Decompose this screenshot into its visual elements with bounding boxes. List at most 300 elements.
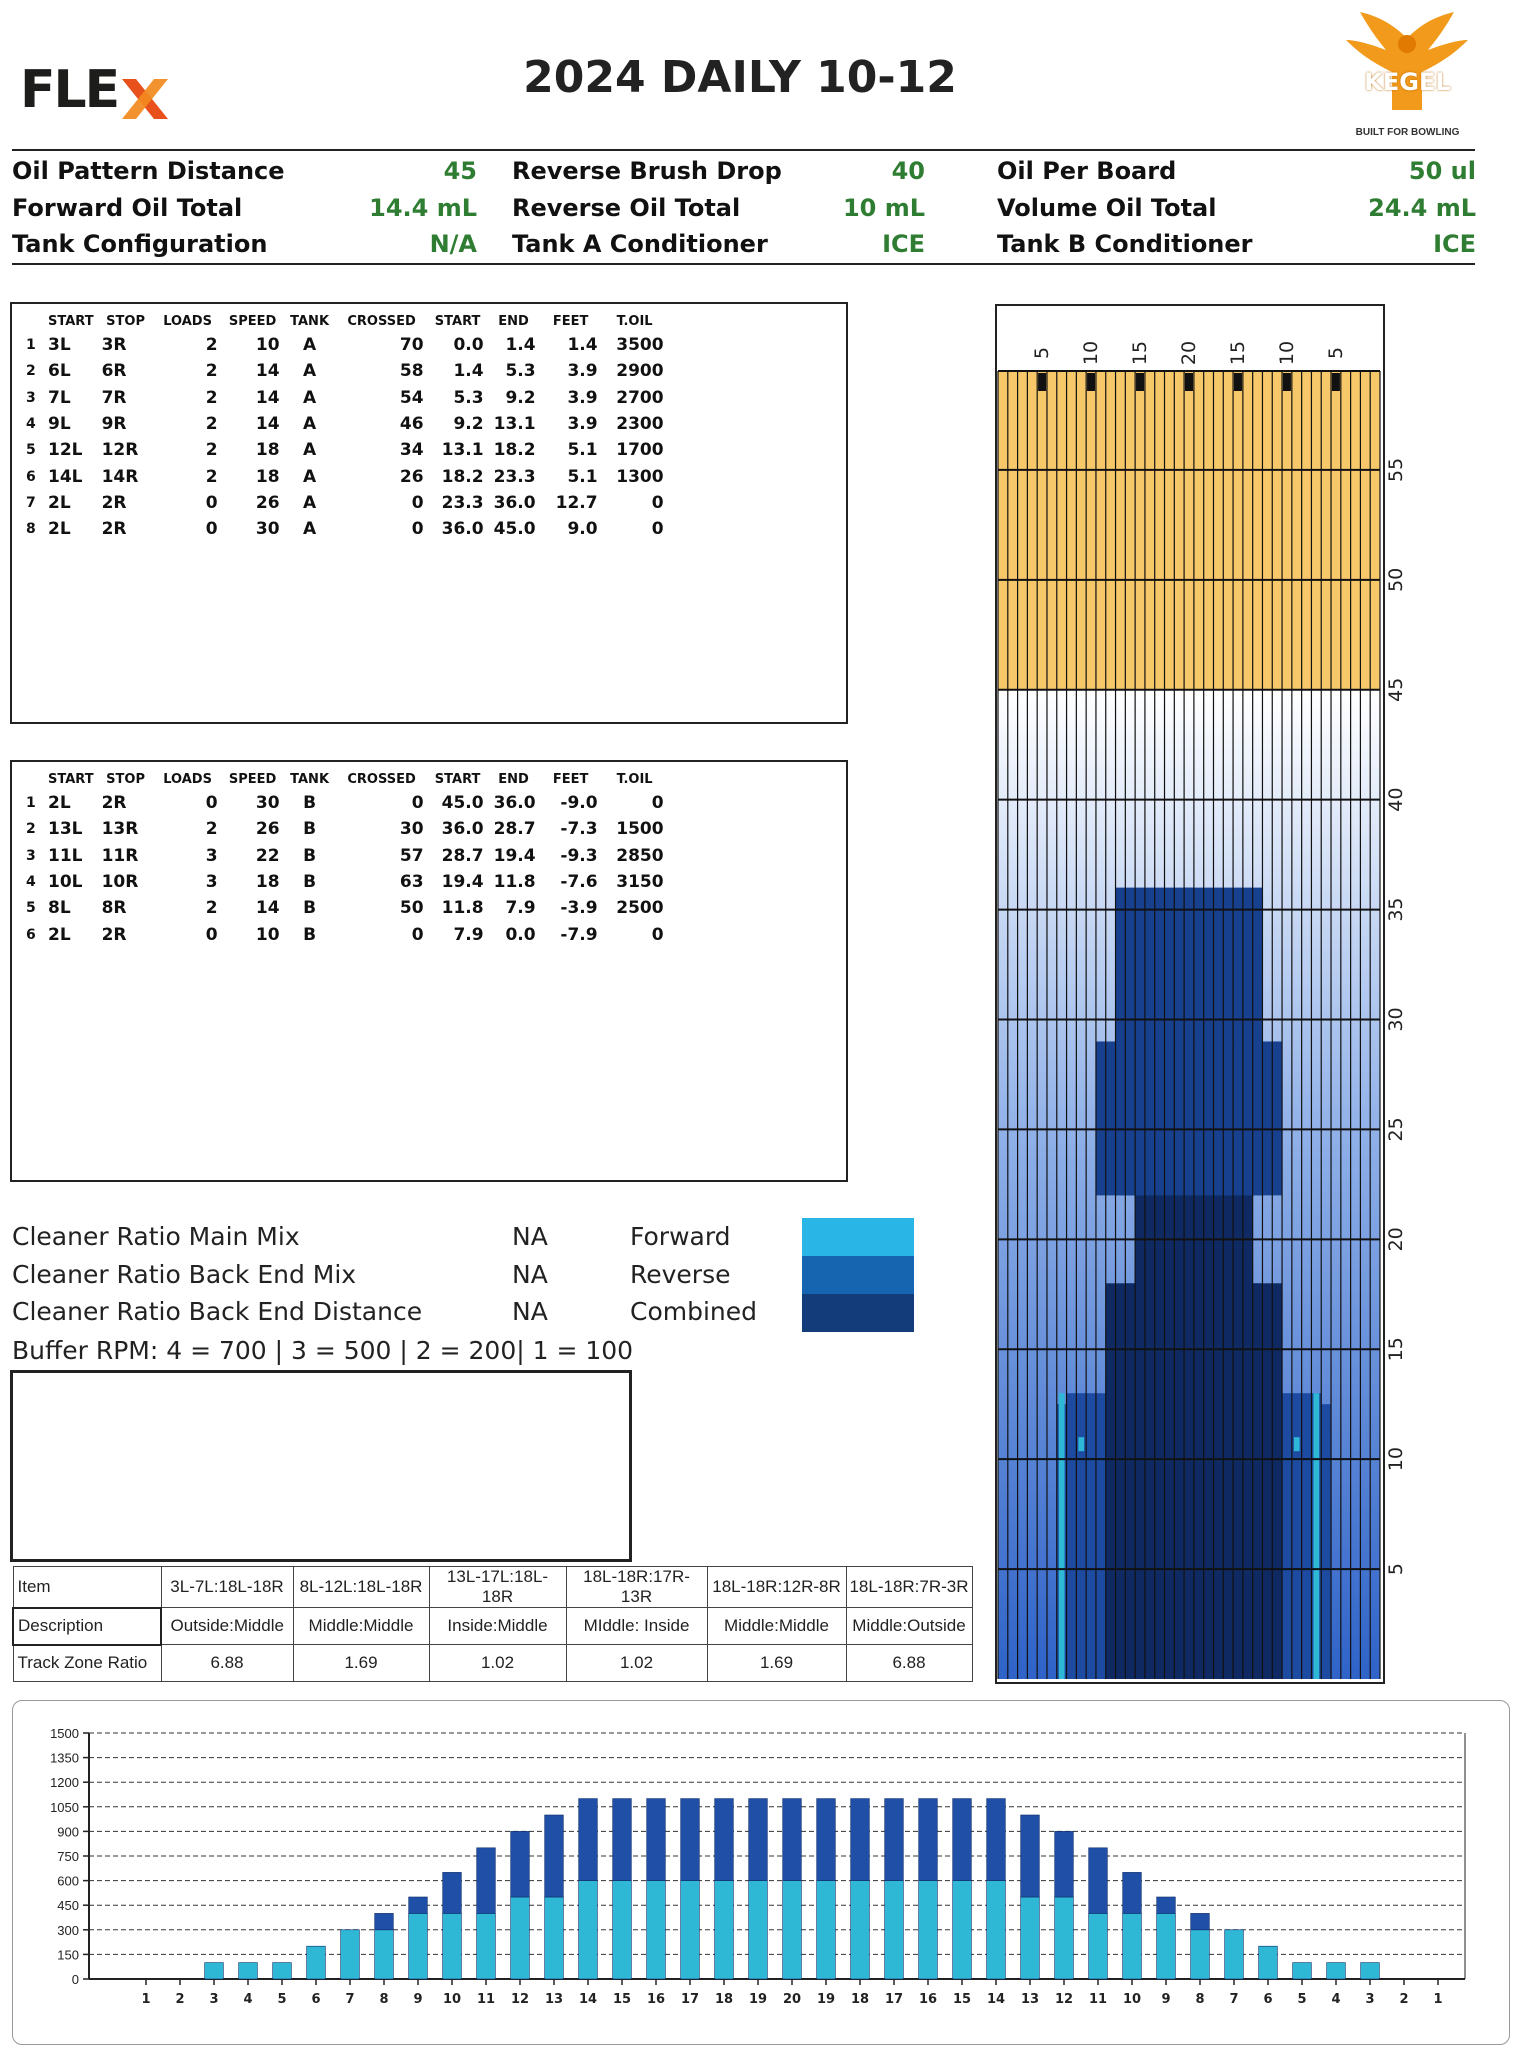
table-cell: 2 <box>205 414 218 435</box>
flex-logo <box>20 60 220 120</box>
lane-oil-graph <box>996 305 1407 1683</box>
bar-reverse <box>375 1913 394 1929</box>
bar-reverse <box>987 1799 1006 1881</box>
table-cell: 0 <box>651 492 664 513</box>
foot-label: 15 <box>1385 1337 1407 1362</box>
bar-forward <box>1191 1930 1210 1979</box>
bar-reverse <box>953 1799 972 1881</box>
legend-swatch-forward <box>802 1218 914 1256</box>
table-cell: 1.4 <box>505 335 536 356</box>
table-cell: 3.9 <box>567 361 598 382</box>
table-cell: 4 <box>26 874 36 891</box>
bar-forward <box>681 1881 700 1979</box>
y-tick-label: 900 <box>57 1824 79 1840</box>
x-tick-label: 19 <box>816 1992 836 2007</box>
table-cell: 18L-18R:7R-3R <box>846 1567 972 1608</box>
oil-column-combined <box>1155 1173 1165 1679</box>
param-label: Oil Pattern Distance <box>12 157 285 185</box>
column-header: END <box>498 313 529 329</box>
table-cell: 5 <box>26 442 36 459</box>
table-cell: 9.2 <box>453 414 484 435</box>
legend-label: Reverse <box>630 1260 731 1289</box>
param-value: 40 <box>891 157 925 185</box>
board-label: 15 <box>1129 340 1152 366</box>
column-header <box>22 768 44 790</box>
table-cell: 10 <box>255 924 280 945</box>
table-cell: 2L <box>48 519 71 540</box>
forward-streak <box>1059 1393 1065 1679</box>
bar-forward <box>851 1881 870 1979</box>
table-cell: 14 <box>255 387 280 408</box>
bar-reverse <box>613 1799 632 1881</box>
table-cell: 36.0 <box>441 819 484 840</box>
table-cell: 30 <box>255 793 280 814</box>
y-tick-label: 1050 <box>50 1799 79 1815</box>
table-cell: 3 <box>205 845 218 866</box>
table-cell: 10 <box>255 335 280 356</box>
oil-block <box>1096 1041 1282 1195</box>
table-row <box>22 463 668 489</box>
table-row <box>22 411 668 437</box>
x-tick-label: 6 <box>1263 1992 1273 2007</box>
column-header: LOADS <box>163 771 212 787</box>
table-cell: 13.1 <box>441 440 484 461</box>
x-tick-label: 17 <box>884 1992 904 2007</box>
table-header <box>22 768 668 790</box>
bar-reverse <box>783 1799 802 1881</box>
table-cell: 28.7 <box>441 845 484 866</box>
table-cell: 23.3 <box>441 492 484 513</box>
legend-label: Combined <box>630 1297 758 1326</box>
table-cell: 2 <box>205 898 218 919</box>
table-cell: 70 <box>399 335 424 356</box>
table-cell: 6L <box>48 361 71 382</box>
table-cell: 14L <box>48 466 83 487</box>
column-header: FEET <box>552 313 589 329</box>
table-cell: 2 <box>205 335 218 356</box>
table-cell: 2R <box>101 924 127 945</box>
foot-label: 25 <box>1385 1117 1407 1142</box>
table-row <box>22 816 668 842</box>
table-cell: 0 <box>411 924 424 945</box>
param-value: 50 ul <box>1408 157 1476 185</box>
x-tick-label: 10 <box>1122 1992 1142 2007</box>
table-cell: 36.0 <box>441 519 484 540</box>
bar-forward <box>1259 1946 1278 1979</box>
table-cell: 6.88 <box>846 1645 972 1682</box>
y-tick-label: 450 <box>57 1898 79 1914</box>
y-tick-label: 0 <box>71 1972 79 1987</box>
table-cell: 12.7 <box>555 492 598 513</box>
reverse-pass-table <box>22 768 668 948</box>
column-header <box>22 310 44 332</box>
foot-label: 10 <box>1385 1447 1407 1472</box>
table-cell: 3 <box>205 872 218 893</box>
table-cell: 34 <box>399 440 424 461</box>
oil-column-combined <box>1165 1173 1175 1679</box>
table-cell: 19.4 <box>493 845 536 866</box>
table-cell: 14R <box>101 466 139 487</box>
table-cell: 2 <box>205 466 218 487</box>
board-label: 20 <box>1178 340 1200 366</box>
table-cell: 5.1 <box>567 440 598 461</box>
table-cell: 14 <box>255 414 280 435</box>
column-header: CROSSED <box>347 771 416 787</box>
bar-forward <box>273 1963 292 1979</box>
table-cell: 50 <box>399 898 424 919</box>
table-cell: B <box>303 793 317 814</box>
table-cell: A <box>302 387 317 408</box>
bar-reverse <box>443 1872 462 1913</box>
table-cell: 14 <box>255 361 280 382</box>
table-cell: 58 <box>399 361 424 382</box>
table-cell: 6 <box>26 468 36 485</box>
table-cell: 3L-7L:18L-18R <box>161 1567 293 1608</box>
table-row <box>13 1608 972 1645</box>
oil-column <box>1282 1393 1292 1679</box>
table-cell: 3.9 <box>567 387 598 408</box>
table-cell: -7.3 <box>560 819 598 840</box>
y-tick-label: 300 <box>57 1922 79 1938</box>
table-cell: 2 <box>205 387 218 408</box>
divider <box>12 149 1475 151</box>
table-cell: 11.8 <box>441 898 484 919</box>
table-cell: 0 <box>651 924 664 945</box>
bar-reverse <box>1089 1848 1108 1914</box>
table-cell: A <box>302 466 317 487</box>
x-tick-label: 19 <box>748 1992 768 2007</box>
y-tick-label: 750 <box>57 1849 79 1864</box>
table-cell: 8 <box>26 521 36 538</box>
x-tick-label: 9 <box>413 1992 423 2007</box>
x-tick-label: 11 <box>476 1992 496 2007</box>
oil-column <box>1076 1393 1086 1679</box>
foot-label: 35 <box>1385 897 1407 922</box>
table-cell: 0 <box>651 519 664 540</box>
foot-label: 40 <box>1385 787 1407 812</box>
bar-forward <box>307 1946 326 1979</box>
table-cell: 2700 <box>616 387 664 408</box>
table-cell: 0 <box>205 492 218 513</box>
legend-swatch-combined <box>802 1294 914 1332</box>
table-cell: 30 <box>255 519 280 540</box>
x-tick-label: 3 <box>209 1992 219 2007</box>
notes-box <box>10 1370 632 1562</box>
param-label: Reverse Brush Drop <box>512 157 782 185</box>
bar-forward <box>1055 1897 1074 1979</box>
table-cell: -3.9 <box>560 898 598 919</box>
table-cell: 7.9 <box>505 898 536 919</box>
table-row <box>22 895 668 921</box>
bar-forward <box>239 1963 258 1979</box>
table-cell: Description <box>13 1608 161 1645</box>
bar-reverse <box>1157 1897 1176 1913</box>
table-cell: 7R <box>101 387 127 408</box>
bar-forward <box>1157 1913 1176 1979</box>
column-header: STOP <box>106 771 145 787</box>
table-cell: A <box>302 492 317 513</box>
bar-reverse <box>919 1799 938 1881</box>
table-cell: -7.6 <box>560 872 598 893</box>
legend-swatch-reverse <box>802 1256 914 1294</box>
brand-tagline: BUILT FOR BOWLING <box>1355 127 1460 138</box>
table-cell: 2 <box>205 440 218 461</box>
table-cell: Middle:Outside <box>846 1608 972 1645</box>
x-tick-label: 7 <box>345 1992 355 2007</box>
oil-column-combined <box>1253 1283 1263 1679</box>
oil-column-combined <box>1233 1173 1243 1679</box>
x-tick-label: 16 <box>918 1992 938 2007</box>
x-tick-label: 3 <box>1365 1992 1375 2007</box>
board-label: 5 <box>1324 346 1347 360</box>
table-cell: 1.4 <box>567 335 598 356</box>
table-cell: 19.4 <box>441 872 484 893</box>
x-tick-label: 15 <box>612 1992 632 2007</box>
forward-table-box <box>10 302 848 724</box>
foot-label: 50 <box>1385 567 1407 592</box>
oil-column-combined <box>1223 1173 1233 1679</box>
table-cell: -9.3 <box>560 845 598 866</box>
bar-reverse <box>545 1815 564 1897</box>
board-arrow-icon <box>1136 373 1144 391</box>
bar-reverse <box>1123 1872 1142 1913</box>
table-cell: 22 <box>255 845 280 866</box>
x-tick-label: 2 <box>1399 1992 1409 2007</box>
x-tick-label: 1 <box>1433 1992 1443 2007</box>
table-cell: 0.0 <box>453 335 484 356</box>
x-tick-label: 18 <box>850 1992 870 2007</box>
oil-column-combined <box>1194 1173 1204 1679</box>
x-tick-label: 6 <box>311 1992 321 2007</box>
table-cell: 5.1 <box>567 466 598 487</box>
cleaner-label: Cleaner Ratio Main Mix <box>12 1222 300 1251</box>
bar-forward <box>477 1913 496 1979</box>
table-cell: 11R <box>101 845 139 866</box>
forward-streak <box>1078 1437 1084 1451</box>
board-label: 10 <box>1080 340 1103 366</box>
param-label: Forward Oil Total <box>12 194 243 222</box>
table-cell: 9.2 <box>505 387 536 408</box>
table-cell: 18.2 <box>441 466 484 487</box>
bar-forward <box>749 1881 768 1979</box>
cleaner-value: NA <box>512 1260 548 1289</box>
bar-forward <box>953 1881 972 1979</box>
table-cell: A <box>302 361 317 382</box>
table-cell: 54 <box>399 387 424 408</box>
table-cell: 6 <box>26 926 36 943</box>
column-header: START <box>434 313 481 329</box>
table-cell: 1.4 <box>453 361 484 382</box>
column-header: START <box>48 771 94 787</box>
table-cell: 26 <box>255 492 280 513</box>
table-cell: 10R <box>101 872 139 893</box>
table-row <box>22 358 668 384</box>
table-cell: 2300 <box>616 414 664 435</box>
table-cell: 1500 <box>616 819 664 840</box>
x-tick-label: 4 <box>1331 1992 1341 2007</box>
foot-label: 5 <box>1385 1563 1407 1576</box>
table-cell: Track Zone Ratio <box>13 1645 161 1682</box>
table-cell: 36.0 <box>493 793 536 814</box>
bar-forward <box>1123 1913 1142 1979</box>
table-header <box>22 310 668 332</box>
table-cell: 6.88 <box>161 1645 293 1682</box>
table-row <box>22 790 668 816</box>
table-cell: 1300 <box>616 466 664 487</box>
bar-reverse <box>749 1799 768 1881</box>
table-cell: 23.3 <box>493 466 536 487</box>
table-cell: 8L <box>48 898 71 919</box>
oil-column-combined <box>1243 1173 1253 1679</box>
bar-forward <box>1293 1963 1312 1979</box>
param-label: Tank A Conditioner <box>512 230 768 258</box>
table-cell: 3R <box>101 335 127 356</box>
board-label: 10 <box>1275 340 1298 366</box>
bar-forward <box>1225 1930 1244 1979</box>
table-cell: 9L <box>48 414 71 435</box>
oil-column-combined <box>1204 1173 1214 1679</box>
x-tick-label: 16 <box>646 1992 666 2007</box>
table-cell: MIddle: Inside <box>566 1608 707 1645</box>
table-cell: 7.9 <box>453 924 484 945</box>
bar-reverse <box>851 1799 870 1881</box>
cleaner-label: Cleaner Ratio Back End Distance <box>12 1297 423 1326</box>
board-arrow-icon <box>1283 373 1291 391</box>
param-label: Volume Oil Total <box>997 194 1217 222</box>
bar-forward <box>647 1881 666 1979</box>
param-label: Tank Configuration <box>12 230 268 258</box>
column-header: TANK <box>290 313 330 329</box>
board-oil-chart-frame <box>12 1700 1510 2045</box>
legend-label: Forward <box>630 1222 731 1251</box>
bar-reverse <box>715 1799 734 1881</box>
column-header: END <box>498 771 529 787</box>
bar-forward <box>409 1913 428 1979</box>
bar-forward <box>783 1881 802 1979</box>
foot-label: 20 <box>1385 1227 1407 1252</box>
table-cell: 2L <box>48 492 71 513</box>
reverse-table-box <box>10 760 848 1182</box>
table-cell: 45.0 <box>493 519 536 540</box>
param-value: 24.4 mL <box>1368 194 1476 222</box>
column-header: LOADS <box>163 313 212 329</box>
oil-column <box>1096 1393 1106 1679</box>
table-cell: 45.0 <box>441 793 484 814</box>
bar-forward <box>919 1881 938 1979</box>
table-cell: Outside:Middle <box>161 1608 293 1645</box>
table-cell: 2900 <box>616 361 664 382</box>
brand-name: KEGEL <box>1364 68 1451 96</box>
track-zone-table <box>12 1566 973 1682</box>
param-value: ICE <box>882 230 925 258</box>
table-cell: 1 <box>26 337 36 354</box>
table-cell: 13.1 <box>493 414 536 435</box>
cleaner-label: Cleaner Ratio Back End Mix <box>12 1260 357 1289</box>
table-cell: 46 <box>399 414 424 435</box>
bar-forward <box>1089 1913 1108 1979</box>
table-cell: 36.0 <box>493 492 536 513</box>
table-cell: 12L <box>48 440 83 461</box>
column-header: STOP <box>106 313 145 329</box>
table-cell: 2R <box>101 492 127 513</box>
table-cell: 2L <box>48 924 71 945</box>
oil-column-combined <box>1174 1173 1184 1679</box>
oil-column-combined <box>1272 1283 1282 1679</box>
divider <box>12 263 1475 265</box>
board-arrow-icon <box>1332 373 1340 391</box>
table-cell: 3.9 <box>567 414 598 435</box>
x-tick-label: 15 <box>952 1992 972 2007</box>
board-arrow-icon <box>1087 373 1095 391</box>
table-cell: 2850 <box>616 845 664 866</box>
table-cell: Item <box>13 1567 161 1608</box>
oil-column <box>1321 1404 1331 1679</box>
table-cell: 5 <box>26 900 36 917</box>
column-header: T.OIL <box>616 771 653 787</box>
x-tick-label: 8 <box>379 1992 389 2007</box>
table-cell: -7.9 <box>560 924 598 945</box>
forward-streak <box>1313 1393 1319 1679</box>
table-cell: 1.02 <box>429 1645 566 1682</box>
foot-label: 45 <box>1385 677 1407 702</box>
table-cell: A <box>302 414 317 435</box>
bar-forward <box>715 1881 734 1979</box>
bar-forward <box>1361 1963 1380 1979</box>
y-tick-label: 150 <box>57 1947 79 1963</box>
table-cell: B <box>303 898 317 919</box>
table-cell: 18 <box>255 466 280 487</box>
table-cell: B <box>303 845 317 866</box>
buffer-rpm: Buffer RPM: 4 = 700 | 3 = 500 | 2 = 200| 1 = 100 <box>12 1336 634 1365</box>
oil-column-combined <box>1213 1173 1223 1679</box>
x-tick-label: 14 <box>578 1992 598 2007</box>
bar-reverse <box>647 1799 666 1881</box>
column-header: CROSSED <box>347 313 416 329</box>
table-cell: 63 <box>399 872 424 893</box>
bar-forward <box>885 1881 904 1979</box>
table-row <box>22 869 668 895</box>
table-row <box>22 437 668 463</box>
table-cell: 11.8 <box>493 872 536 893</box>
bar-reverse <box>477 1848 496 1914</box>
x-tick-label: 11 <box>1088 1992 1108 2007</box>
board-arrow-icon <box>1234 373 1242 391</box>
table-cell: Inside:Middle <box>429 1608 566 1645</box>
table-cell: 0 <box>651 793 664 814</box>
bar-forward <box>375 1930 394 1979</box>
table-cell: 28.7 <box>493 819 536 840</box>
bar-forward <box>987 1881 1006 1979</box>
param-value: ICE <box>1433 230 1476 258</box>
table-cell: 18 <box>255 440 280 461</box>
oil-column-combined <box>1145 1173 1155 1679</box>
x-tick-label: 9 <box>1161 1992 1171 2007</box>
table-cell: 0 <box>411 793 424 814</box>
oil-column <box>1302 1393 1312 1679</box>
param-label: Oil Per Board <box>997 157 1177 185</box>
oil-column <box>1292 1393 1302 1679</box>
table-cell: 5.3 <box>453 387 484 408</box>
table-cell: 0.0 <box>505 924 536 945</box>
table-row <box>22 921 668 947</box>
y-tick-label: 1350 <box>50 1750 79 1766</box>
table-cell: 9R <box>101 414 127 435</box>
y-tick-label: 600 <box>57 1873 79 1889</box>
bar-forward <box>579 1881 598 1979</box>
x-tick-label: 17 <box>680 1992 700 2007</box>
x-tick-label: 5 <box>1297 1992 1307 2007</box>
x-tick-label: 20 <box>782 1992 802 2007</box>
